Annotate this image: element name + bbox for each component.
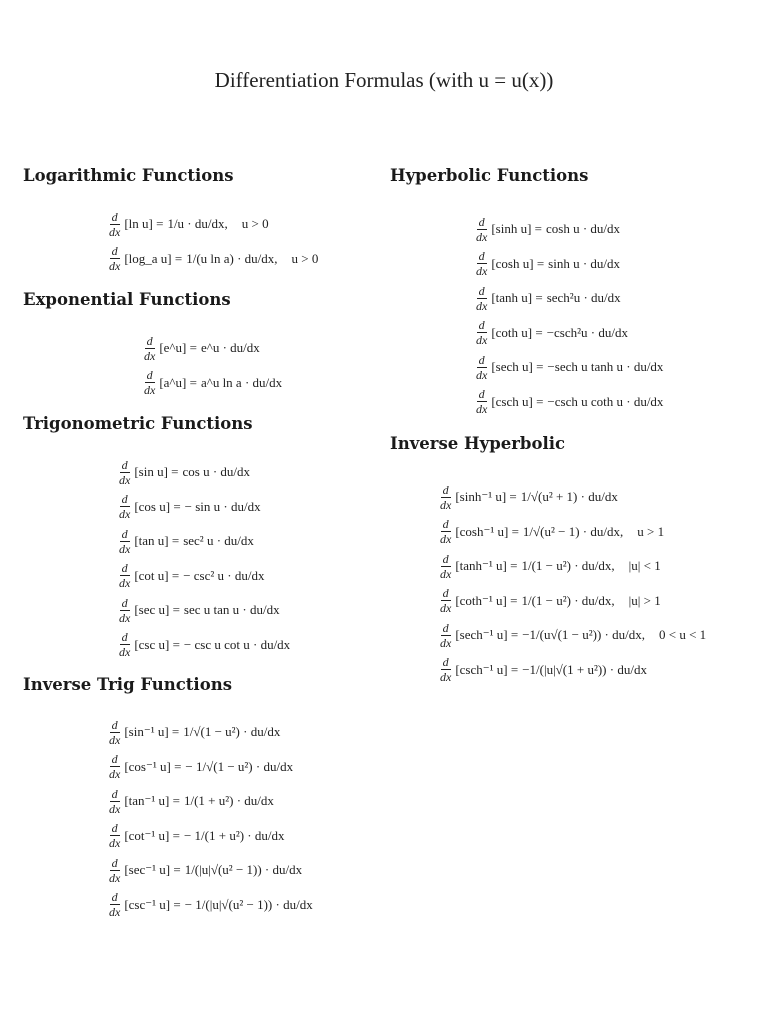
formula-lhs: [tanh u] = xyxy=(491,290,543,306)
formulas-exponential xyxy=(140,331,282,400)
formula-rhs: − 1/√(1 − u²) · du/dx xyxy=(185,758,294,774)
formula-lhs: [sech⁻¹ u] = xyxy=(455,627,519,643)
derivative-operator: $\frac{d}{dx}$ xyxy=(119,457,131,487)
formula-lhs: [sin u] = xyxy=(134,464,179,480)
formulas-trigonometric xyxy=(115,455,290,662)
page-title: Differentiation Formulas (with u = u(x)) xyxy=(214,68,554,92)
heading-hyperbolic: Hyperbolic Functions xyxy=(390,166,589,185)
formula-row xyxy=(115,455,290,490)
formula-row xyxy=(105,207,318,242)
derivative-operator: $\frac{d}{dx}$ xyxy=(119,630,131,660)
heading-exponential: Exponential Functions xyxy=(23,290,231,309)
derivative-operator: $\frac{d}{dx}$ xyxy=(144,333,156,363)
formula-row xyxy=(105,853,313,888)
formula-lhs: [tan u] = xyxy=(134,533,180,549)
formula-rhs: sec u tan u · du/dx xyxy=(183,602,280,618)
formula-rhs: cosh u · du/dx xyxy=(546,221,621,237)
derivative-operator: $\frac{d}{dx}$ xyxy=(119,561,131,591)
derivative-operator: $\frac{d}{dx}$ xyxy=(119,492,131,522)
formula-rhs: −sech u tanh u · du/dx xyxy=(547,359,664,375)
formula-row xyxy=(472,385,663,420)
formula-rhs: − csc u cot u · du/dx xyxy=(183,636,291,652)
formula-row xyxy=(472,281,663,316)
formula-rhs: 1/u · du/dx, xyxy=(167,216,228,232)
formula-row xyxy=(140,366,282,401)
heading-inverse-trig: Inverse Trig Functions xyxy=(23,675,232,694)
formula-lhs: [sinh u] = xyxy=(491,221,542,237)
formula-rhs: −csch²u · du/dx xyxy=(546,324,628,340)
formula-rhs: 1/√(1 − u²) · du/dx xyxy=(183,724,281,740)
formulas-inverse-hyperbolic xyxy=(436,480,706,687)
formula-row xyxy=(140,331,282,366)
formula-condition: u > 0 xyxy=(241,216,269,232)
derivative-operator: $\frac{d}{dx}$ xyxy=(109,244,121,274)
derivative-operator: $\frac{d}{dx}$ xyxy=(440,620,452,650)
formula-lhs: [cot⁻¹ u] = xyxy=(124,827,180,843)
formula-row xyxy=(436,549,706,584)
heading-logarithmic: Logarithmic Functions xyxy=(23,166,234,185)
formula-condition: u > 0 xyxy=(291,250,319,266)
derivative-operator: $\frac{d}{dx}$ xyxy=(476,283,488,313)
derivative-operator: $\frac{d}{dx}$ xyxy=(476,318,488,348)
derivative-operator: $\frac{d}{dx}$ xyxy=(109,855,121,885)
formula-lhs: [log_a u] = xyxy=(124,250,183,266)
derivative-operator: $\frac{d}{dx}$ xyxy=(109,717,121,747)
formula-row xyxy=(436,653,706,688)
formula-condition: u > 1 xyxy=(637,523,665,539)
formula-lhs: [csch u] = xyxy=(491,393,544,409)
formulas-inverse-trig xyxy=(105,715,313,922)
formula-rhs: a^u ln a · du/dx xyxy=(200,374,283,390)
formula-rhs: sech²u · du/dx xyxy=(546,290,621,306)
derivative-operator: $\frac{d}{dx}$ xyxy=(119,595,131,625)
formula-lhs: [coth u] = xyxy=(491,324,543,340)
formula-rhs: cos u · du/dx xyxy=(182,464,251,480)
derivative-operator: $\frac{d}{dx}$ xyxy=(476,352,488,382)
formula-rhs: 1/(|u|√(u² − 1)) · du/dx xyxy=(184,862,303,878)
formula-rhs: − 1/(1 + u²) · du/dx xyxy=(183,827,285,843)
formula-row xyxy=(105,784,313,819)
formulas-logarithmic xyxy=(105,207,318,276)
formula-row xyxy=(436,515,706,550)
formula-row xyxy=(436,618,706,653)
formula-row xyxy=(105,819,313,854)
formula-lhs: [csch⁻¹ u] = xyxy=(455,661,519,677)
derivative-operator: $\frac{d}{dx}$ xyxy=(109,209,121,239)
formula-row xyxy=(105,750,313,785)
derivative-operator: $\frac{d}{dx}$ xyxy=(476,214,488,244)
formula-rhs: sinh u · du/dx xyxy=(548,255,621,271)
formula-rhs: 1/(1 − u²) · du/dx, xyxy=(521,592,615,608)
derivative-operator: $\frac{d}{dx}$ xyxy=(440,482,452,512)
formula-row xyxy=(472,316,663,351)
heading-trigonometric: Trigonometric Functions xyxy=(23,414,253,433)
formula-row xyxy=(436,480,706,515)
derivative-operator: $\frac{d}{dx}$ xyxy=(109,890,121,920)
derivative-operator: $\frac{d}{dx}$ xyxy=(144,368,156,398)
formula-condition: 0 < u < 1 xyxy=(659,627,707,643)
formula-row xyxy=(105,715,313,750)
formula-rhs: 1/(u ln a) · du/dx, xyxy=(186,250,278,266)
formula-lhs: [sin⁻¹ u] = xyxy=(124,724,180,740)
formula-lhs: [csc⁻¹ u] = xyxy=(124,896,181,912)
formula-row xyxy=(472,350,663,385)
derivative-operator: $\frac{d}{dx}$ xyxy=(109,786,121,816)
heading-inverse-hyperbolic: Inverse Hyperbolic xyxy=(390,434,566,453)
formula-lhs: [cosh u] = xyxy=(491,255,545,271)
formula-rhs: 1/(1 − u²) · du/dx, xyxy=(521,558,615,574)
formula-row xyxy=(105,888,313,923)
formula-row xyxy=(436,584,706,619)
derivative-operator: $\frac{d}{dx}$ xyxy=(440,586,452,616)
formula-rhs: sec² u · du/dx xyxy=(183,533,254,549)
derivative-operator: $\frac{d}{dx}$ xyxy=(476,249,488,279)
formula-lhs: [cos⁻¹ u] = xyxy=(124,758,182,774)
formula-lhs: [cos u] = xyxy=(134,498,181,514)
formula-lhs: [coth⁻¹ u] = xyxy=(455,592,518,608)
formula-lhs: [csc u] = xyxy=(134,636,180,652)
formula-row xyxy=(115,628,290,663)
formula-row xyxy=(105,242,318,277)
formula-row xyxy=(472,247,663,282)
formula-row xyxy=(115,490,290,525)
formula-row xyxy=(115,524,290,559)
derivative-operator: $\frac{d}{dx}$ xyxy=(476,387,488,417)
formula-rhs: 1/(1 + u²) · du/dx xyxy=(183,793,274,809)
formula-lhs: [a^u] = xyxy=(159,374,197,390)
formula-rhs: −1/(|u|√(1 + u²)) · du/dx xyxy=(522,661,647,677)
formula-rhs: 1/√(u² − 1) · du/dx, xyxy=(522,523,624,539)
derivative-operator: $\frac{d}{dx}$ xyxy=(440,517,452,547)
formula-rhs: e^u · du/dx xyxy=(200,340,260,356)
formula-row xyxy=(115,559,290,594)
formula-rhs: 1/√(u² + 1) · du/dx xyxy=(520,489,618,505)
formula-lhs: [cosh⁻¹ u] = xyxy=(455,523,519,539)
formula-row xyxy=(472,212,663,247)
formula-condition: |u| > 1 xyxy=(628,592,661,608)
formula-lhs: [sinh⁻¹ u] = xyxy=(455,489,517,505)
formula-rhs: − sin u · du/dx xyxy=(184,498,261,514)
derivative-operator: $\frac{d}{dx}$ xyxy=(440,551,452,581)
formula-lhs: [tanh⁻¹ u] = xyxy=(455,558,518,574)
formula-rhs: − 1/(|u|√(u² − 1)) · du/dx xyxy=(184,896,313,912)
formula-lhs: [sech u] = xyxy=(491,359,544,375)
formula-rhs: −1/(u√(1 − u²)) · du/dx, xyxy=(522,627,646,643)
formula-lhs: [sec⁻¹ u] = xyxy=(124,862,181,878)
formula-condition: |u| < 1 xyxy=(628,558,661,574)
formula-rhs: − csc² u · du/dx xyxy=(183,567,265,583)
formula-lhs: [tan⁻¹ u] = xyxy=(124,793,180,809)
derivative-operator: $\frac{d}{dx}$ xyxy=(109,752,121,782)
formula-lhs: [e^u] = xyxy=(159,340,197,356)
formulas-hyperbolic xyxy=(472,212,663,419)
derivative-operator: $\frac{d}{dx}$ xyxy=(109,821,121,851)
derivative-operator: $\frac{d}{dx}$ xyxy=(119,526,131,556)
formula-row xyxy=(115,593,290,628)
derivative-operator: $\frac{d}{dx}$ xyxy=(440,655,452,685)
formula-lhs: [sec u] = xyxy=(134,602,180,618)
formula-lhs: [cot u] = xyxy=(134,567,180,583)
formula-rhs: −csch u coth u · du/dx xyxy=(547,393,664,409)
formula-lhs: [ln u] = xyxy=(124,216,164,232)
